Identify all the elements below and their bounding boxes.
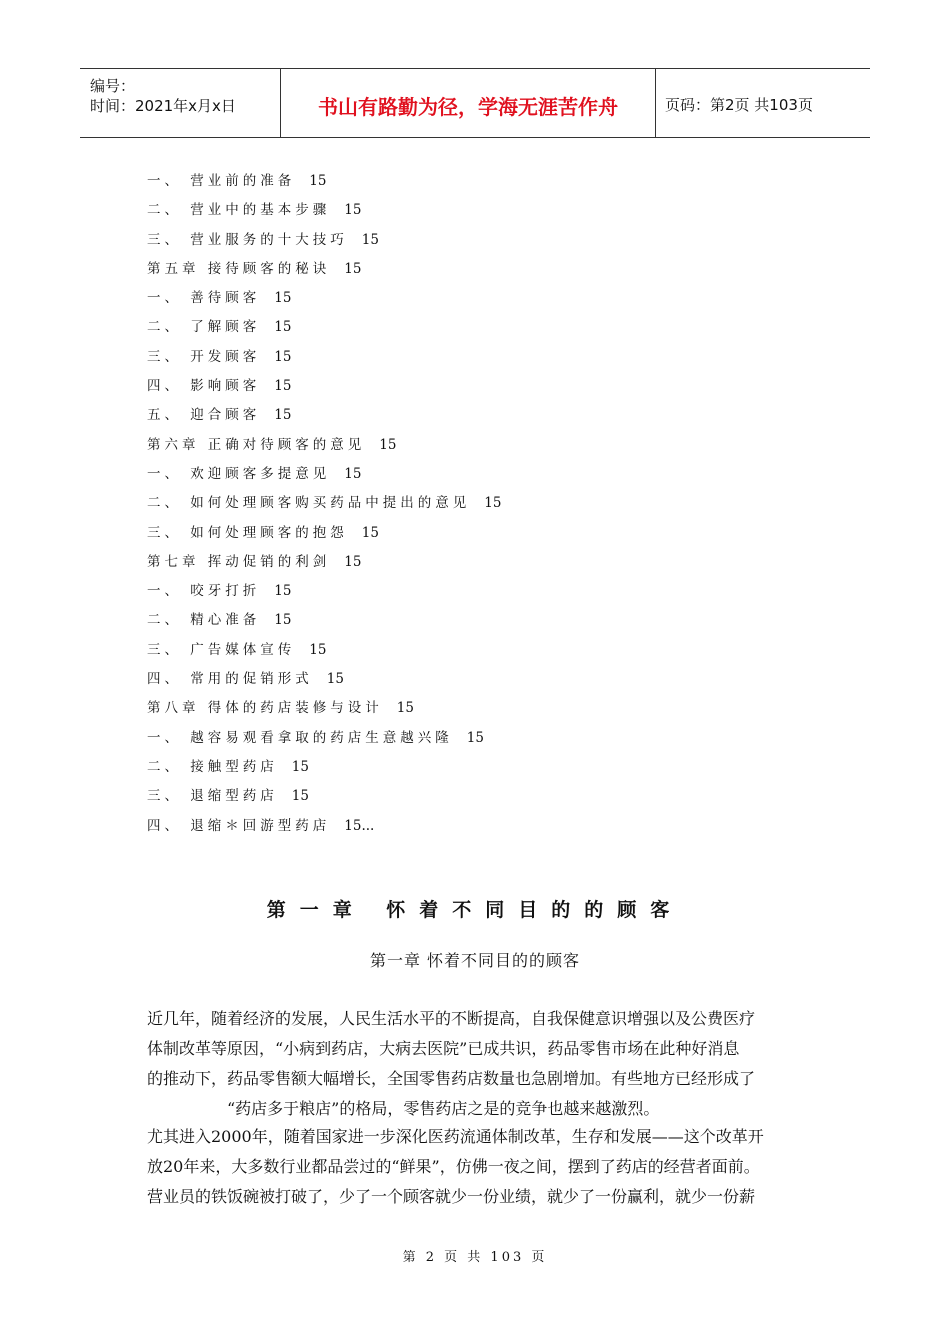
toc-entry — [147, 668, 847, 697]
toc-entry-page: 15 — [274, 378, 292, 395]
toc-entry-page: 15 — [396, 700, 414, 717]
body-paragraph-2 — [147, 1122, 817, 1212]
page-header — [80, 68, 870, 138]
toc-entry-label: 第八章 得体的药店装修与设计 — [147, 700, 383, 717]
toc-entry-page: 15 — [326, 671, 344, 688]
header-motto: 书山有路勤为径，学海无涯苦作舟 — [318, 95, 618, 119]
toc-chapter-entry — [147, 434, 847, 463]
chapter-heading: 第一章 怀着不同目的的顾客 — [266, 899, 684, 921]
header-page-code: 页码：第2页 共103页 — [665, 96, 813, 114]
toc-entry-label: 二、 接触型药店 — [147, 758, 278, 775]
toc-entry-page: 15 — [379, 436, 397, 453]
toc-entry — [147, 199, 847, 228]
paragraph-line: 的推动下，药品零售额大幅增长，全国零售药店数量也急剧增加。有些地方已经形成了 — [147, 1069, 756, 1088]
toc-entry-label: 一、 欢迎顾客多提意见 — [147, 465, 331, 482]
toc-entry-label: 二、 了解顾客 — [147, 319, 261, 336]
toc-entry-label: 二、 精心准备 — [147, 612, 261, 629]
toc-entry — [147, 785, 847, 814]
page-footer: 第 2 页 共 103 页 — [402, 1250, 548, 1265]
toc-entry-page: 15 — [274, 407, 292, 424]
paragraph-line: “药店多于粮店”的格局，零售药店之是的竞争也越来越激烈。 — [227, 1099, 660, 1118]
toc-entry-label: 四、 常用的促销形式 — [147, 671, 313, 688]
toc-entry-page: 15 — [484, 495, 502, 512]
toc-entry-label: 二、 营业中的基本步骤 — [147, 202, 331, 219]
toc-entry — [147, 287, 847, 316]
doc-number-label: 编号： — [90, 77, 136, 95]
toc-entry-page: 15 — [291, 788, 309, 805]
toc-chapter-entry — [147, 551, 847, 580]
paragraph-line: 营业员的铁饭碗被打破了，少了一个顾客就少一份业绩，就少了一份赢利，就少一份薪 — [147, 1187, 756, 1206]
toc-entry-page: 15 — [274, 612, 292, 629]
toc-entry-label: 三、 广告媒体宣传 — [147, 641, 296, 658]
toc-entry-page: 15 — [344, 260, 362, 277]
toc-entry-page: 15 — [274, 348, 292, 365]
toc-entry-page: 15 — [466, 729, 484, 746]
toc-entry-label: 一、 越容易观看拿取的药店生意越兴隆 — [147, 729, 453, 746]
toc-entry-page: 15 — [361, 524, 379, 541]
toc-entry — [147, 609, 847, 638]
body-paragraph-1 — [147, 1004, 817, 1124]
toc-entry-label: 第六章 正确对待顾客的意见 — [147, 436, 366, 453]
toc-entry — [147, 727, 847, 756]
toc-entry-page: 15 — [344, 553, 362, 570]
toc-entry — [147, 375, 847, 404]
toc-entry-page: 15 — [274, 290, 292, 307]
toc-entry — [147, 639, 847, 668]
toc-entry — [147, 815, 847, 844]
paragraph-line: 近几年，随着经济的发展，人民生活水平的不断提高，自我保健意识增强以及公费医疗 — [147, 1009, 756, 1028]
toc-entry-page: 15 — [291, 758, 309, 775]
toc-entry-label: 三、 退缩型药店 — [147, 788, 278, 805]
paragraph-line: 放20年来，大多数行业都品尝过的“鲜果”，仿佛一夜之间，摆到了药店的经营者面前。 — [147, 1157, 760, 1176]
toc-entry-page: 15 — [274, 583, 292, 600]
toc-entry-page: 15 — [274, 319, 292, 336]
toc-entry-label: 三、 开发顾客 — [147, 348, 261, 365]
toc-entry-label: 三、 如何处理顾客的抱怨 — [147, 524, 348, 541]
toc-entry-label: 一、 咬牙打折 — [147, 583, 261, 600]
toc-entry-label: 四、 退缩＊回游型药店 — [147, 817, 331, 834]
toc-entry — [147, 316, 847, 345]
toc-chapter-entry — [147, 258, 847, 287]
toc-entry-page: 15 — [309, 173, 327, 189]
toc-entry — [147, 463, 847, 492]
toc-entry-label: 一、 营业前的准备 — [147, 173, 296, 189]
toc-entry-page: 15 — [361, 231, 379, 248]
toc-entry — [147, 522, 847, 551]
paragraph-line: 体制改革等原因，“小病到药店，大病去医院”已成共识，药品零售市场在此种好消息 — [147, 1039, 740, 1058]
toc-entry-page: 15... — [344, 817, 375, 834]
toc-entry-label: 三、 营业服务的十大技巧 — [147, 231, 348, 248]
table-of-contents — [147, 170, 847, 844]
toc-entry-page: 15 — [344, 202, 362, 219]
toc-entry-page: 15 — [309, 641, 327, 658]
toc-entry — [147, 580, 847, 609]
header-motto-cell — [280, 69, 656, 137]
toc-entry-label: 第五章 接待顾客的秘诀 — [147, 260, 331, 277]
toc-entry-label: 二、 如何处理顾客购买药品中提出的意见 — [147, 495, 471, 512]
header-page-cell — [655, 69, 870, 137]
toc-entry — [147, 170, 847, 199]
toc-entry-label: 四、 影响顾客 — [147, 378, 261, 395]
doc-time-label: 时间：2021年x月x日 — [90, 97, 236, 115]
toc-entry-label: 一、 善待顾客 — [147, 290, 261, 307]
toc-entry-page: 15 — [344, 465, 362, 482]
header-info-cell — [80, 69, 280, 137]
toc-chapter-entry — [147, 697, 847, 726]
toc-entry — [147, 756, 847, 785]
toc-entry — [147, 346, 847, 375]
toc-entry — [147, 404, 847, 433]
paragraph-line: 尤其进入2000年，随着国家进一步深化医药流通体制改革，生存和发展——这个改革开 — [147, 1127, 764, 1146]
chapter-subheading: 第一章 怀着不同目的的顾客 — [369, 951, 581, 970]
toc-entry — [147, 492, 847, 521]
toc-entry-label: 第七章 挥动促销的利剑 — [147, 553, 331, 570]
toc-entry-label: 五、 迎合顾客 — [147, 407, 261, 424]
toc-entry — [147, 229, 847, 258]
